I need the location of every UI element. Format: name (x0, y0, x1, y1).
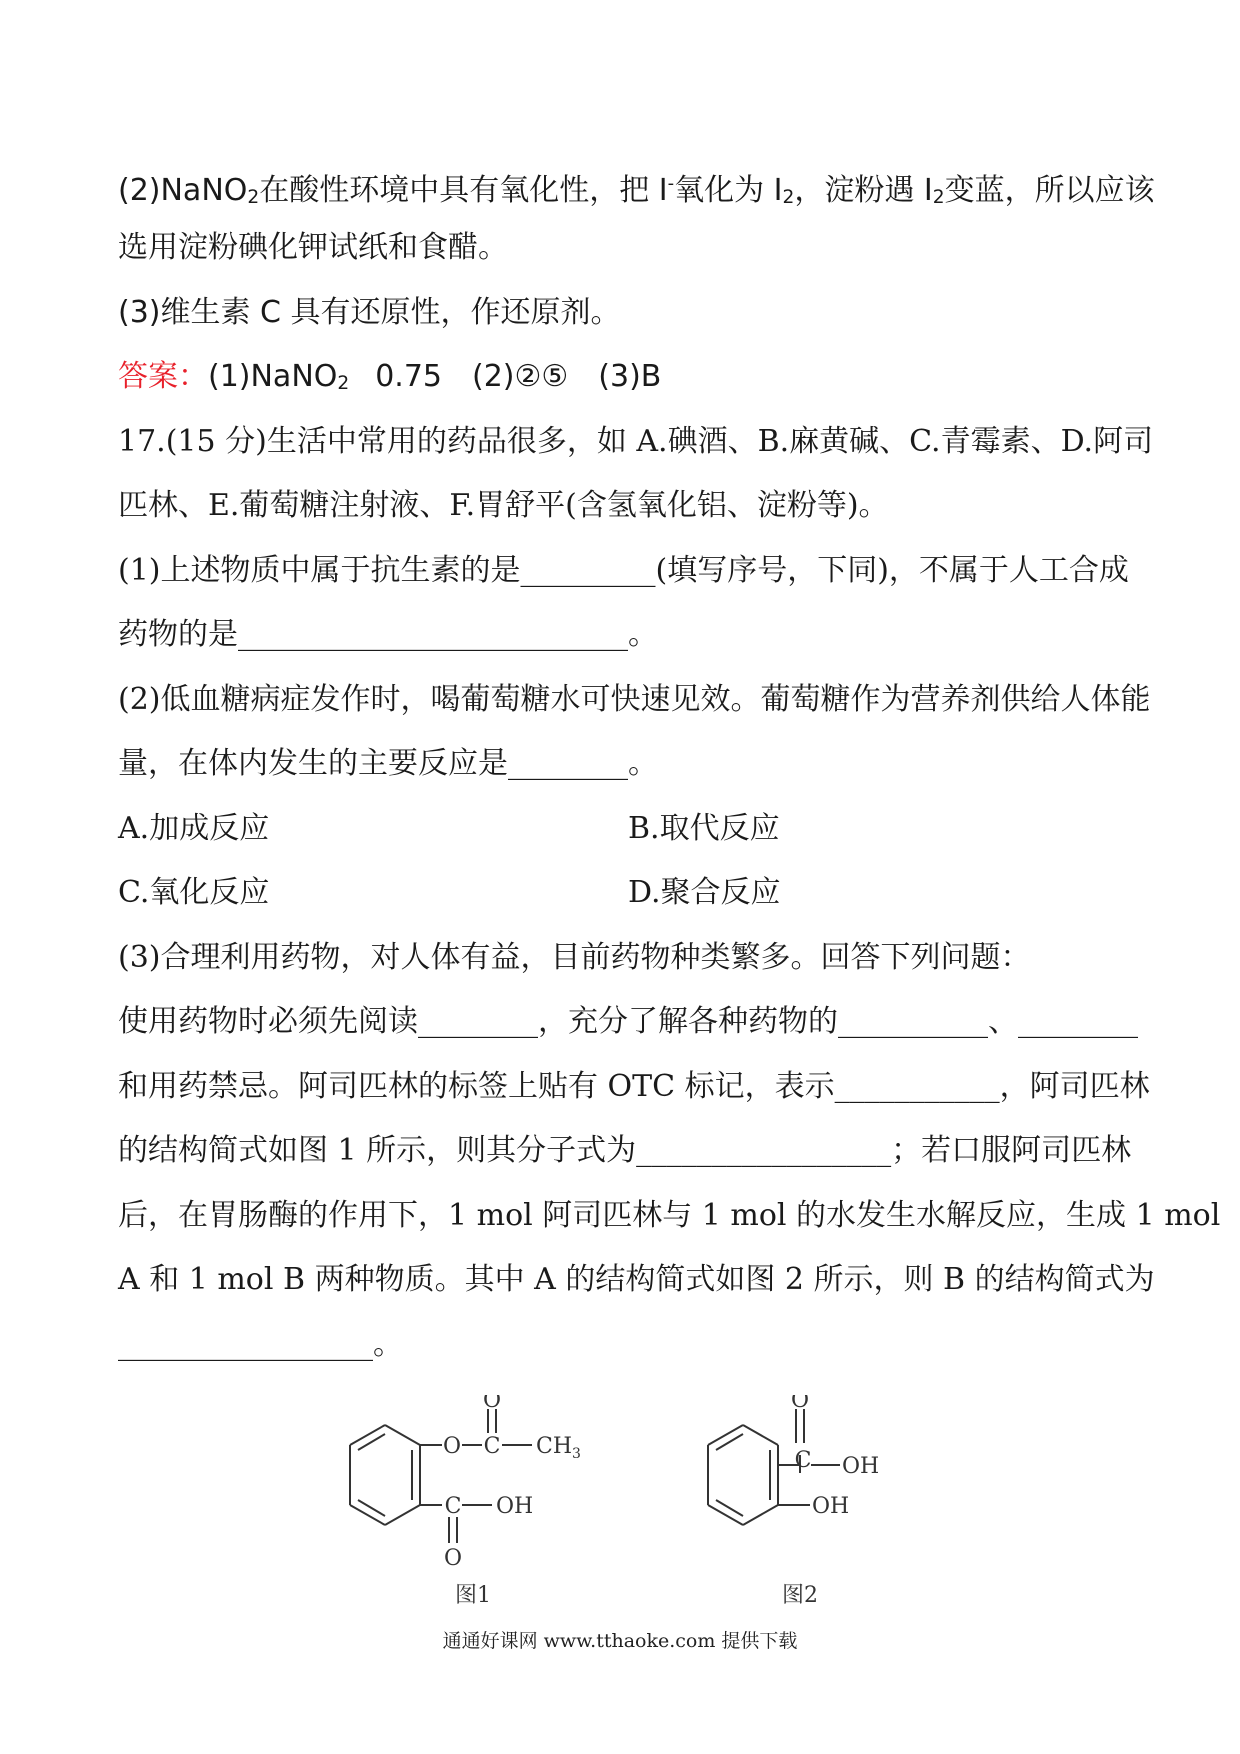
subscript: 2 (932, 186, 945, 208)
question-line: 后，在胃肠酶的作用下，1 mol 阿司匹林与 1 mol 的水发生水解反应，生成 1 mol (118, 1198, 1221, 1233)
question-line: 量，在体内发生的主要反应是________。 (118, 746, 658, 781)
explanation-q2-line1 (118, 164, 1155, 218)
atom-c-acid: C (794, 1448, 812, 1473)
atom-oh: OH (496, 1494, 534, 1519)
subscript: 2 (782, 186, 795, 208)
text-span: ，淀粉遇 I (794, 173, 933, 208)
figure-2-caption: 图2 (782, 1583, 818, 1608)
figure-2-salicylic-acid-structure (700, 1395, 920, 1579)
atom-c-acid: C (444, 1494, 462, 1519)
atom-ch3: $CH_3$ (536, 1434, 581, 1462)
option-d: D.聚合反应 (628, 875, 781, 910)
explanation-q3-line: (3)维生素 C 具有还原性，作还原剂。 (118, 295, 621, 330)
explanation-q2-line2: 选用淀粉碘化钾试纸和食醋。 (118, 230, 508, 265)
text-span: (2)NaNO (118, 173, 248, 208)
aspirin-structure-svg (340, 1395, 600, 1575)
text-span: 变蓝，所以应该 (944, 173, 1155, 208)
figure-1-aspirin-structure (340, 1395, 600, 1579)
text-span: 氧化为 I (674, 173, 783, 208)
question-line: 匹林、E.葡萄糖注射液、F.胃舒平(含氢氧化铝、淀粉等)。 (118, 488, 889, 523)
question-line: 的结构简式如图 1 所示，则其分子式为_________________；若口服阿司匹林 (118, 1133, 1132, 1168)
question-line: 和用药禁忌。阿司匹林的标签上贴有 OTC 标记，表示___________，阿司匹林 (118, 1069, 1150, 1104)
question-line: _________________。 (118, 1327, 403, 1362)
question-line: 使用药物时必须先阅读________，充分了解各种药物的__________、________ (118, 1004, 1138, 1039)
subscript: 2 (337, 372, 350, 394)
atom-oh-acid: OH (842, 1454, 880, 1479)
benzene-ring (350, 1425, 420, 1525)
text-span: 在酸性环境中具有氧化性，把 I (259, 173, 668, 208)
option-c: C.氧化反应 (118, 875, 270, 910)
bonds (420, 1409, 532, 1543)
atom-o-top: O (790, 1395, 810, 1413)
benzene-ring (708, 1425, 778, 1525)
answer-label: 答案： (118, 359, 208, 394)
subscript: 2 (247, 186, 260, 208)
option-row (118, 809, 780, 849)
atom-o-ester: O (442, 1434, 462, 1459)
atom-c-ester: C (483, 1434, 501, 1459)
answer-text: 0.75 (2)②⑤ (3)B (375, 359, 662, 394)
footer-text: 通通好课网 www.tthaoke.com 提供下载 (442, 1630, 798, 1652)
question-line: A 和 1 mol B 两种物质。其中 A 的结构简式如图 2 所示，则 B 的结构简式为 (118, 1262, 1155, 1297)
superscript: - (667, 173, 675, 194)
figure-1-caption: 图1 (455, 1583, 491, 1608)
question-line: (3)合理利用药物，对人体有益，目前药物种类繁多。回答下列问题： (118, 940, 1031, 975)
atom-oh-phenol: OH (812, 1494, 850, 1519)
question-line: 17.(15 分)生活中常用的药品很多，如 A.碘酒、B.麻黄碱、C.青霉素、D.阿司 (118, 424, 1154, 459)
question-line: (2)低血糖病症发作时，喝葡萄糖水可快速见效。葡萄糖作为营养剂供给人体能 (118, 682, 1151, 717)
question-line: 药物的是__________________________。 (118, 617, 658, 652)
option-a: A.加成反应 (118, 811, 270, 846)
question-line: (1)上述物质中属于抗生素的是_________(填写序号，下同)，不属于人工合成 (118, 553, 1129, 588)
atom-o-top: O (482, 1395, 502, 1413)
salicylic-structure-svg (700, 1395, 920, 1575)
answer-text: (1)NaNO (208, 359, 338, 394)
option-b: B.取代反应 (628, 811, 780, 846)
atom-o-bottom: O (443, 1546, 463, 1571)
answer-line (118, 357, 661, 404)
option-row (118, 873, 781, 913)
